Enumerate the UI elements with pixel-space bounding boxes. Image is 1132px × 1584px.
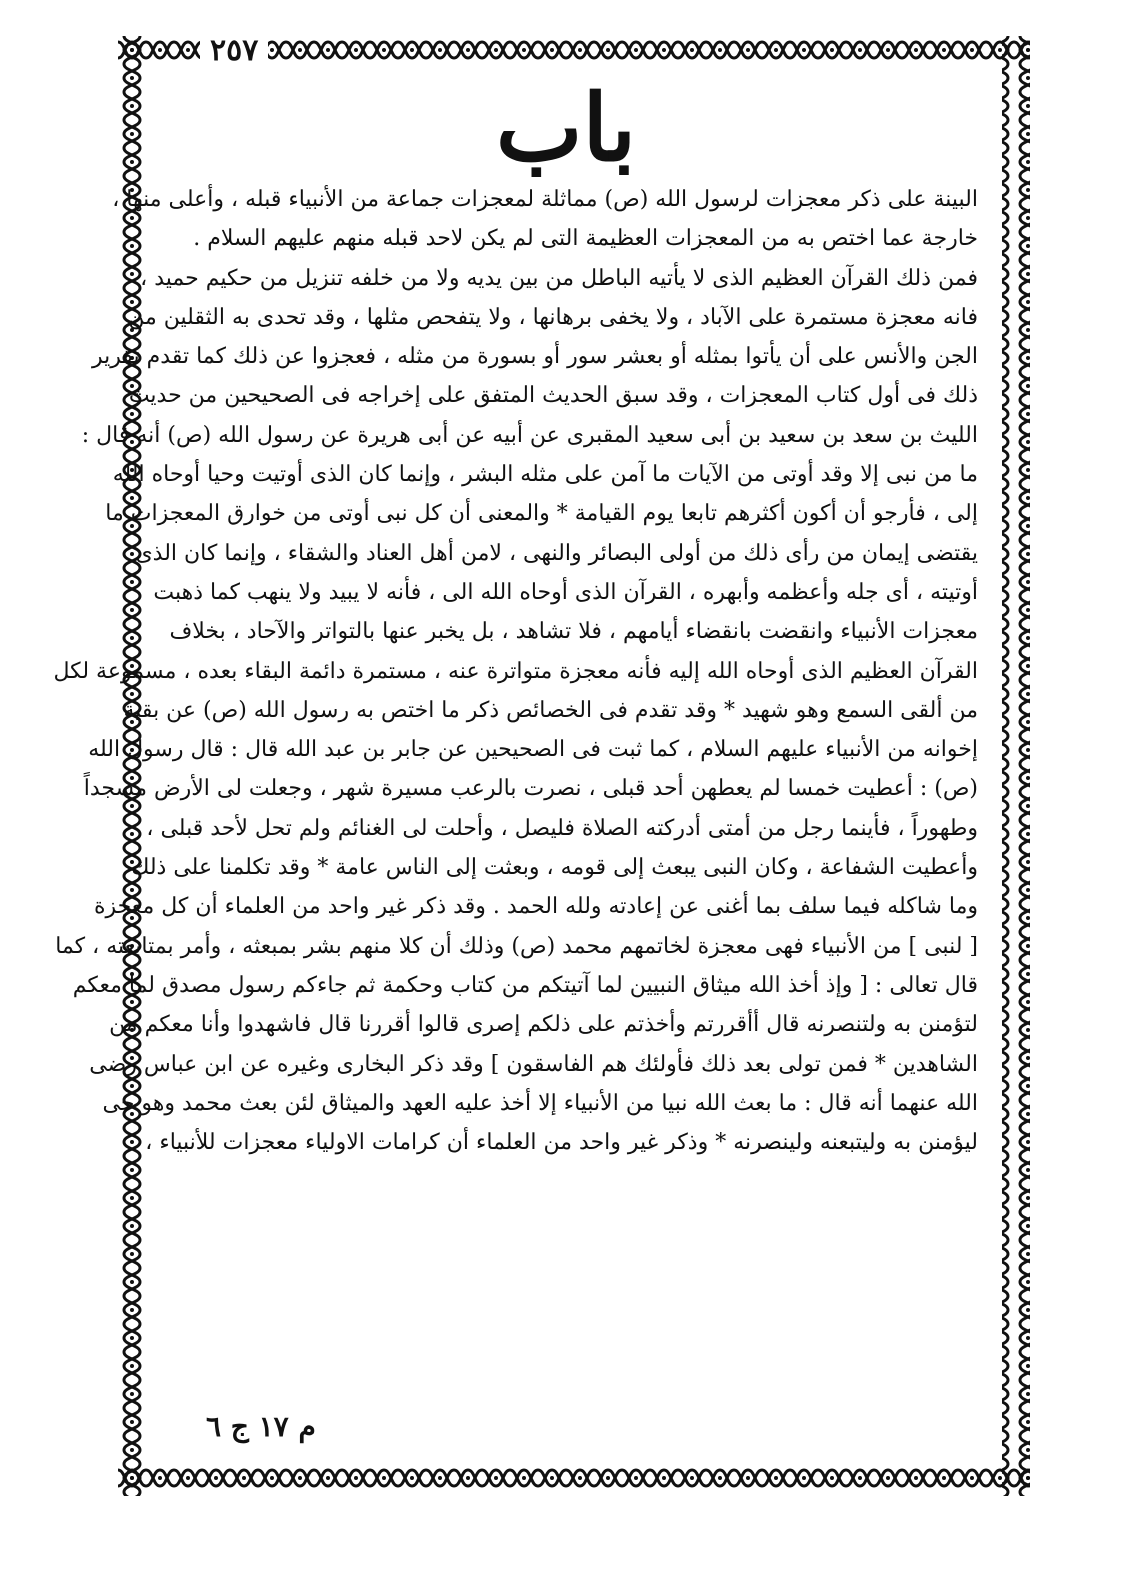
body-text: [53, 180, 978, 1162]
text-line: وما شاكله فيما سلف بما أغنى عن إعادته ولله الحمد . وقد ذكر غير واحد من العلماء أن كل معجزة: [93, 894, 978, 920]
text-line: ما من نبى إلا وقد أوتى من الآيات ما آمن على مثله البشر ، وإنما كان الذى أوتيت وحيا أوحاه الله: [112, 462, 978, 488]
text-line: إخوانه من الأنبياء عليهم السلام ، كما ثبت فى الصحيحين عن جابر بن عبد الله قال : قال رسول الله: [88, 737, 978, 763]
text-line: (ص) : أعطيت خمسا لم يعطهن أحد قبلى ، نصرت بالرعب مسيرة شهر ، وجعلت لى الأرض مسجداً: [83, 776, 978, 802]
text-line: إلى ، فأرجو أن أكون أكثرهم تابعا يوم القيامة * والمعنى أن كل نبى أوتى من خوارق المعجزات ما: [105, 501, 978, 527]
text-line: الليث بن سعد بن سعيد بن أبى سعيد المقبرى عن أبيه عن أبى هريرة عن رسول الله (ص) أنه قال :: [81, 422, 978, 448]
text-line: فانه معجزة مستمرة على الآباد ، ولا يخفى برهانها ، ولا يتفحص مثلها ، وقد تحدى به الثقلين من: [128, 304, 978, 330]
text-line: معجزات الأنبياء وانقضت بانقضاء أيامهم ، فلا تشاهد ، بل يخبر عنها بالتواتر والآحاد ، بخلاف: [169, 619, 978, 645]
text-line: القرآن العظيم الذى أوحاه الله إليه فأنه معجزة متواترة عنه ، مستمرة دائمة البقاء بعده ، مسموعة لكل: [53, 658, 978, 684]
text-line: ليؤمنن به وليتبعنه ولينصرنه * وذكر غير واحد من العلماء أن كرامات الاولياء معجزات للأنبياء ،: [145, 1130, 978, 1156]
text-line: البينة على ذكر معجزات لرسول الله (ص) مماثلة لمعجزات جماعة من الأنبياء قبله ، وأعلى منها ،: [112, 187, 978, 212]
text-line: من ألقى السمع وهو شهيد * وقد تقدم فى الخصائص ذكر ما اختص به رسول الله (ص) عن بقية: [123, 697, 978, 723]
text-line: خارجة عما اختص به من المعجزات العظيمة التى لم يكن لاحد قبله منهم عليهم السلام .: [193, 226, 978, 252]
text-line: الشاهدين * فمن تولى بعد ذلك فأولئك هم الفاسقون ] وقد ذكر البخارى وغيره عن ابن عباس رضى: [89, 1051, 978, 1077]
page-number: ٢٥٧: [200, 36, 268, 66]
text-line: الله عنهما أنه قال : ما بعث الله نبيا من الأنبياء إلا أخذ عليه العهد والميثاق لئن بعث محمد وهو حى: [102, 1090, 978, 1116]
text-line: الجن والأنس على أن يأتوا بمثله أو بعشر سور أو بسورة من مثله ، فعجزوا عن ذلك كما تقدم تقرير: [92, 344, 978, 370]
text-line: لتؤمنن به ولتنصرنه قال أأقررتم وأخذتم على ذلكم إصرى قالوا أقررنا قال فاشهدوا وأنا معكم من: [109, 1012, 978, 1038]
chapter-heading: باب: [495, 74, 637, 182]
text-line: فمن ذلك القرآن العظيم الذى لا يأتيه الباطل من بين يديه ولا من خلفه تنزيل من حكيم حميد ،: [140, 265, 978, 291]
text-line: يقتضى إيمان من رأى ذلك من أولى البصائر والنهى ، لامن أهل العناد والشقاء ، وإنما كان الذى: [135, 540, 978, 566]
text-line: وأعطيت الشفاعة ، وكان النبى يبعث إلى قومه ، وبعثت إلى الناس عامة * وقد تكلمنا على ذلك: [131, 855, 978, 881]
text-line: [ لنبى ] من الأنبياء فهى معجزة لخاتمهم محمد (ص) وذلك أن كلا منهم بشر بمبعثه ، وأمر بمتابعته ، كما: [55, 933, 978, 959]
text-line: أوتيته ، أى جله وأعظمه وأبهره ، القرآن الذى أوحاه الله الى ، فأنه لا يبيد ولا ينهب كما ذهبت: [153, 579, 978, 605]
text-line: وطهوراً ، فأينما رجل من أمتى أدركته الصلاة فليصل ، وأحلت لى الغنائم ولم تحل لأحد قبلى ،: [146, 815, 978, 841]
text-line: قال تعالى : [ وإذ أخذ الله ميثاق النبيين لما آتيتكم من كتاب وحكمة ثم جاءكم رسول مصدق لما معكم: [72, 972, 978, 998]
text-line: ذلك فى أول كتاب المعجزات ، وقد سبق الحديث المتفق على إخراجه فى الصحيحين من حديث: [128, 383, 978, 409]
printer-signature: م ١٧ ج ٦: [206, 1410, 316, 1443]
